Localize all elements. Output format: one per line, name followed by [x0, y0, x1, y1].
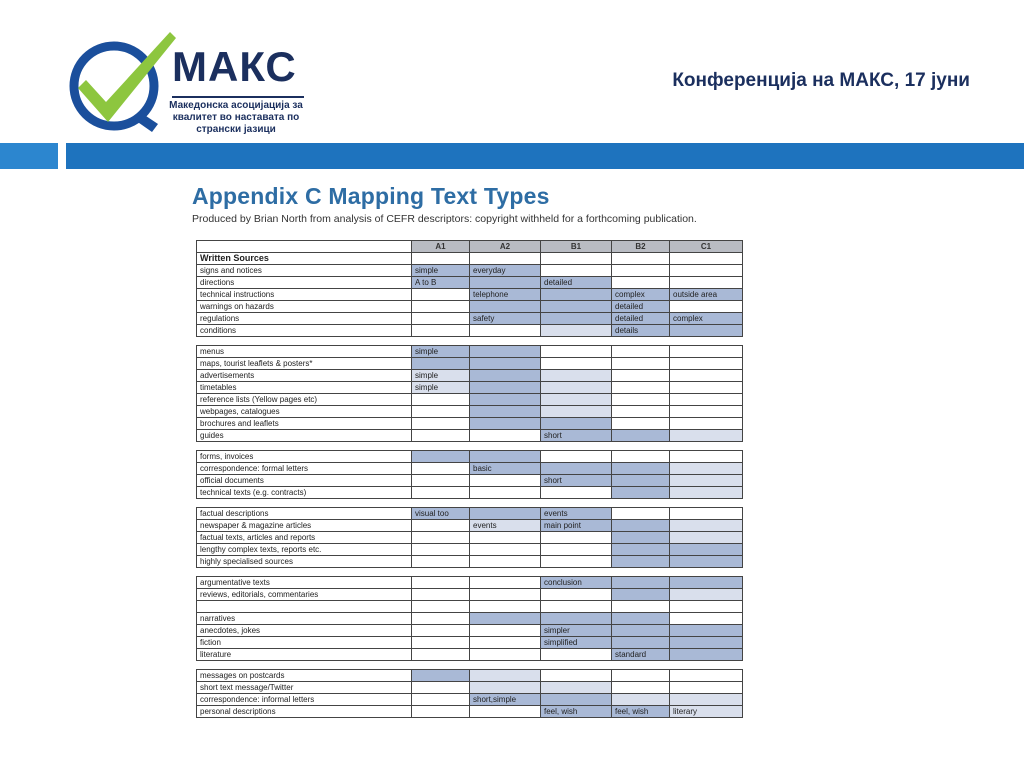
level-cell	[470, 430, 541, 442]
level-cell	[670, 394, 743, 406]
level-cell	[470, 370, 541, 382]
level-cell: short,simple	[470, 694, 541, 706]
table-row	[197, 625, 743, 637]
table-header-row	[197, 241, 743, 253]
level-cell	[412, 313, 470, 325]
level-cell	[670, 682, 743, 694]
level-cell	[412, 394, 470, 406]
row-label: fiction	[197, 637, 412, 649]
level-cell	[612, 637, 670, 649]
level-cell	[541, 670, 612, 682]
level-cell	[670, 556, 743, 568]
level-cell	[470, 682, 541, 694]
level-cell	[541, 265, 612, 277]
level-cell	[541, 301, 612, 313]
table-row	[197, 451, 743, 463]
row-label: newspaper & magazine articles	[197, 520, 412, 532]
level-cell	[612, 277, 670, 289]
level-cell	[612, 370, 670, 382]
table-row	[197, 706, 743, 718]
level-cell	[670, 406, 743, 418]
conference-title: Конференција на МАКС, 17 јуни	[672, 70, 970, 91]
level-cell	[412, 475, 470, 487]
level-cell	[670, 418, 743, 430]
level-cell	[670, 430, 743, 442]
level-cell	[470, 382, 541, 394]
level-cell	[470, 394, 541, 406]
level-cell: literary	[670, 706, 743, 718]
level-cell	[541, 694, 612, 706]
level-cell: simpler	[541, 625, 612, 637]
table-row	[197, 382, 743, 394]
level-cell	[470, 325, 541, 337]
table-row	[197, 253, 743, 265]
row-label: messages on postcards	[197, 670, 412, 682]
level-cell	[541, 532, 612, 544]
table-row	[197, 463, 743, 475]
row-label: reviews, editorials, commentaries	[197, 589, 412, 601]
level-cell	[470, 589, 541, 601]
group-spacer	[197, 442, 743, 451]
logo-rule	[172, 96, 304, 98]
document-title: Appendix C Mapping Text Types	[192, 183, 550, 209]
level-cell	[612, 694, 670, 706]
group-spacer	[197, 568, 743, 577]
level-cell: simple	[412, 346, 470, 358]
level-cell: detailed	[541, 277, 612, 289]
level-cell	[412, 706, 470, 718]
level-cell	[670, 544, 743, 556]
column-header: B1	[541, 241, 612, 253]
column-header: C1	[670, 241, 743, 253]
level-cell	[612, 463, 670, 475]
level-cell	[412, 301, 470, 313]
level-cell	[612, 625, 670, 637]
row-label: lengthy complex texts, reports etc.	[197, 544, 412, 556]
table-row	[197, 418, 743, 430]
level-cell	[612, 601, 670, 613]
level-cell	[670, 346, 743, 358]
level-cell	[541, 682, 612, 694]
level-cell: simple	[412, 265, 470, 277]
level-cell	[541, 463, 612, 475]
table-row	[197, 277, 743, 289]
row-label: webpages, catalogues	[197, 406, 412, 418]
table-row	[197, 682, 743, 694]
level-cell	[612, 358, 670, 370]
row-label: highly specialised sources	[197, 556, 412, 568]
level-cell	[541, 487, 612, 499]
level-cell	[412, 418, 470, 430]
level-cell	[470, 601, 541, 613]
document-subtitle: Produced by Brian North from analysis of CEFR descriptors: copyright withheld for a forthcoming publication.	[192, 213, 697, 225]
level-cell	[612, 520, 670, 532]
maks-logo	[66, 26, 316, 146]
level-cell	[670, 451, 743, 463]
level-cell	[541, 289, 612, 301]
level-cell	[612, 451, 670, 463]
level-cell	[470, 508, 541, 520]
level-cell	[612, 430, 670, 442]
level-cell	[412, 358, 470, 370]
level-cell	[541, 394, 612, 406]
level-cell	[612, 508, 670, 520]
header-band-left	[0, 143, 58, 169]
level-cell	[670, 532, 743, 544]
table-row	[197, 289, 743, 301]
level-cell	[412, 613, 470, 625]
level-cell	[612, 532, 670, 544]
header-band	[66, 143, 1024, 169]
level-cell	[541, 253, 612, 265]
row-label: literature	[197, 649, 412, 661]
level-cell	[412, 532, 470, 544]
level-cell	[612, 589, 670, 601]
level-cell: everyday	[470, 265, 541, 277]
table-row	[197, 301, 743, 313]
level-cell	[412, 694, 470, 706]
row-label: maps, tourist leaflets & posters*	[197, 358, 412, 370]
row-label: technical instructions	[197, 289, 412, 301]
level-cell	[412, 289, 470, 301]
level-cell	[541, 451, 612, 463]
level-cell	[470, 406, 541, 418]
level-cell	[412, 637, 470, 649]
level-cell	[541, 382, 612, 394]
row-label: short text message/Twitter	[197, 682, 412, 694]
level-cell	[541, 313, 612, 325]
level-cell	[470, 451, 541, 463]
level-cell	[670, 382, 743, 394]
row-label: factual descriptions	[197, 508, 412, 520]
logo-name: МАКС	[172, 43, 297, 90]
table-row	[197, 601, 743, 613]
table-row	[197, 487, 743, 499]
level-cell	[541, 649, 612, 661]
row-label: reference lists (Yellow pages etc)	[197, 394, 412, 406]
level-cell: feel, wish	[541, 706, 612, 718]
level-cell: basic	[470, 463, 541, 475]
table-row	[197, 670, 743, 682]
level-cell: main point	[541, 520, 612, 532]
table-row	[197, 475, 743, 487]
level-cell	[470, 346, 541, 358]
level-cell	[412, 253, 470, 265]
row-label: correspondence: informal letters	[197, 694, 412, 706]
level-cell	[412, 325, 470, 337]
level-cell	[670, 265, 743, 277]
level-cell: short	[541, 430, 612, 442]
row-label: forms, invoices	[197, 451, 412, 463]
level-cell	[670, 613, 743, 625]
level-cell: short	[541, 475, 612, 487]
level-cell: details	[612, 325, 670, 337]
table-row	[197, 520, 743, 532]
table-row	[197, 313, 743, 325]
level-cell	[412, 625, 470, 637]
level-cell	[541, 544, 612, 556]
level-cell	[470, 706, 541, 718]
row-label: narratives	[197, 613, 412, 625]
level-cell	[470, 649, 541, 661]
table-row	[197, 370, 743, 382]
row-label: anecdotes, jokes	[197, 625, 412, 637]
level-cell	[612, 475, 670, 487]
level-cell	[412, 430, 470, 442]
logo-tagline-line: квалитет во наставата по	[172, 112, 300, 123]
level-cell	[470, 637, 541, 649]
row-label: brochures and leaflets	[197, 418, 412, 430]
level-cell	[670, 301, 743, 313]
level-cell	[612, 556, 670, 568]
level-cell: detailed	[612, 301, 670, 313]
row-label: guides	[197, 430, 412, 442]
level-cell: visual too	[412, 508, 470, 520]
table-row	[197, 406, 743, 418]
level-cell	[670, 649, 743, 661]
level-cell	[612, 418, 670, 430]
table-row	[197, 613, 743, 625]
level-cell	[670, 577, 743, 589]
level-cell	[470, 418, 541, 430]
level-cell	[412, 670, 470, 682]
level-cell	[670, 520, 743, 532]
logo-tagline-line: Македонска асоцијација за	[169, 100, 303, 111]
table-row	[197, 346, 743, 358]
row-label: Written Sources	[197, 253, 412, 265]
level-cell	[612, 394, 670, 406]
table-row	[197, 544, 743, 556]
level-cell: complex	[612, 289, 670, 301]
table-row	[197, 556, 743, 568]
level-cell	[612, 253, 670, 265]
level-cell	[541, 346, 612, 358]
level-cell: detailed	[612, 313, 670, 325]
level-cell: standard	[612, 649, 670, 661]
level-cell: simple	[412, 370, 470, 382]
level-cell	[470, 277, 541, 289]
row-label: signs and notices	[197, 265, 412, 277]
row-label: technical texts (e.g. contracts)	[197, 487, 412, 499]
row-label: personal descriptions	[197, 706, 412, 718]
level-cell	[612, 487, 670, 499]
level-cell	[612, 346, 670, 358]
level-cell	[412, 649, 470, 661]
level-cell	[670, 358, 743, 370]
level-cell	[612, 265, 670, 277]
group-spacer	[197, 337, 743, 346]
level-cell	[670, 601, 743, 613]
level-cell	[470, 613, 541, 625]
table-row	[197, 694, 743, 706]
level-cell: simple	[412, 382, 470, 394]
level-cell: feel, wish	[612, 706, 670, 718]
level-cell	[470, 544, 541, 556]
table-row	[197, 649, 743, 661]
row-label: conditions	[197, 325, 412, 337]
level-cell: complex	[670, 313, 743, 325]
table-row	[197, 577, 743, 589]
column-header: A2	[470, 241, 541, 253]
table-row	[197, 358, 743, 370]
row-label: advertisements	[197, 370, 412, 382]
row-label: timetables	[197, 382, 412, 394]
table-row	[197, 430, 743, 442]
level-cell	[412, 406, 470, 418]
level-cell	[670, 508, 743, 520]
level-cell	[670, 589, 743, 601]
column-header	[197, 241, 412, 253]
level-cell	[412, 601, 470, 613]
level-cell	[541, 370, 612, 382]
table-row	[197, 394, 743, 406]
row-label: factual texts, articles and reports	[197, 532, 412, 544]
level-cell	[541, 358, 612, 370]
row-label: menus	[197, 346, 412, 358]
level-cell	[670, 487, 743, 499]
level-cell	[412, 487, 470, 499]
logo-tagline	[166, 100, 306, 136]
level-cell	[470, 577, 541, 589]
level-cell	[470, 532, 541, 544]
level-cell	[470, 556, 541, 568]
level-cell	[412, 577, 470, 589]
level-cell	[412, 589, 470, 601]
level-cell	[541, 601, 612, 613]
row-label: warnings on hazards	[197, 301, 412, 313]
level-cell	[612, 613, 670, 625]
level-cell	[612, 670, 670, 682]
row-label: official documents	[197, 475, 412, 487]
level-cell	[541, 325, 612, 337]
level-cell: telephone	[470, 289, 541, 301]
group-spacer	[197, 661, 743, 670]
level-cell	[612, 544, 670, 556]
level-cell	[541, 406, 612, 418]
column-header: B2	[612, 241, 670, 253]
level-cell	[470, 625, 541, 637]
table-row	[197, 589, 743, 601]
level-cell: conclusion	[541, 577, 612, 589]
table-row	[197, 508, 743, 520]
level-cell	[612, 382, 670, 394]
level-cell	[541, 418, 612, 430]
level-cell	[670, 325, 743, 337]
level-cell	[470, 301, 541, 313]
level-cell: safety	[470, 313, 541, 325]
logo-tagline-line: странски јазици	[196, 124, 276, 135]
level-cell	[670, 637, 743, 649]
level-cell	[470, 670, 541, 682]
level-cell	[541, 556, 612, 568]
group-spacer	[197, 499, 743, 508]
level-cell	[470, 358, 541, 370]
level-cell	[470, 487, 541, 499]
level-cell	[470, 253, 541, 265]
level-cell: events	[470, 520, 541, 532]
level-cell	[412, 544, 470, 556]
level-cell	[470, 475, 541, 487]
table-row	[197, 265, 743, 277]
level-cell	[670, 370, 743, 382]
document-header	[192, 182, 752, 225]
level-cell	[670, 253, 743, 265]
level-cell: A to B	[412, 277, 470, 289]
row-label: argumentative texts	[197, 577, 412, 589]
row-label: directions	[197, 277, 412, 289]
level-cell: outside area	[670, 289, 743, 301]
level-cell	[670, 694, 743, 706]
level-cell	[670, 277, 743, 289]
table-row	[197, 325, 743, 337]
level-cell	[670, 670, 743, 682]
table-row	[197, 637, 743, 649]
level-cell	[670, 475, 743, 487]
level-cell	[412, 556, 470, 568]
table-row	[197, 532, 743, 544]
column-header: A1	[412, 241, 470, 253]
level-cell	[412, 520, 470, 532]
level-cell: events	[541, 508, 612, 520]
row-label	[197, 601, 412, 613]
level-cell	[541, 613, 612, 625]
level-cell: simplified	[541, 637, 612, 649]
level-cell	[612, 577, 670, 589]
row-label: regulations	[197, 313, 412, 325]
maks-check-ring-icon	[66, 26, 176, 136]
level-cell	[412, 682, 470, 694]
level-cell	[612, 406, 670, 418]
mapping-table	[196, 240, 743, 718]
level-cell	[541, 589, 612, 601]
level-cell	[612, 682, 670, 694]
level-cell	[670, 463, 743, 475]
level-cell	[412, 451, 470, 463]
level-cell	[670, 625, 743, 637]
level-cell	[412, 463, 470, 475]
row-label: correspondence: formal letters	[197, 463, 412, 475]
